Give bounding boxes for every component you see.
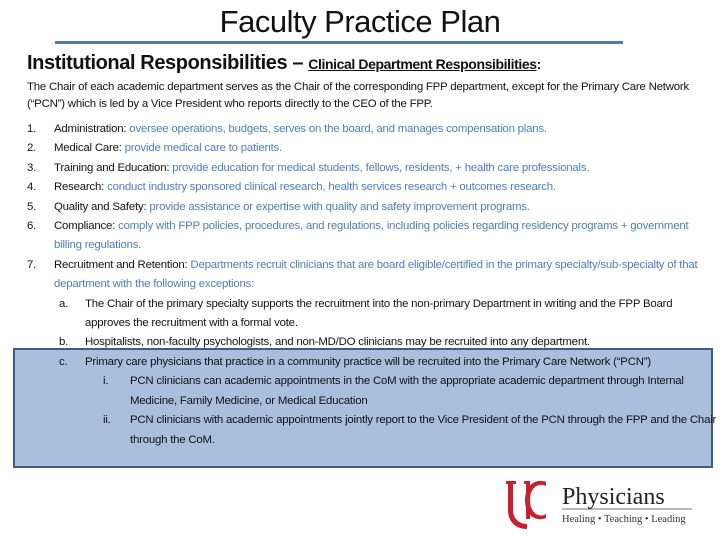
item-number: 3. [27,161,37,174]
page-title: Faculty Practice Plan [219,4,501,39]
item-number: 4. [27,181,37,194]
item-label: Research: [54,181,105,194]
list-item [27,139,717,158]
item-number: 7. [27,258,37,271]
item-text: Hospitalists, non-faculty psychologists, and non-MD/DO clinicians may be recruited into any department. [85,336,590,349]
item-text: comply with FPP policies, procedures, and regulations, including policies regarding residency programs + government billing regulations. [54,220,689,252]
item-label: Compliance: [54,220,116,233]
responsibility-list [27,120,717,450]
item-label: Training and Education: [54,161,170,174]
sub-exception-item [27,372,717,411]
uc-logo-mark-icon [500,478,700,533]
exception-item [27,295,717,334]
item-text: Primary care physicians that practice in a community practice will be recruited into the Primary Care Network (“PCN”) [85,355,651,368]
item-text: PCN clinicians can academic appointments in the CoM with the appropriate academic department through Internal Medicine, Family Medicine, or Medical Education [130,375,684,407]
list-item [27,120,717,139]
item-text: provide assistance or expertise with quality and safety improvement programs. [146,200,530,213]
heading-colon: : [536,56,541,72]
item-label: Administration: [54,123,127,135]
heading-underlined: Clinical Department Responsibilities [308,56,537,72]
logo-name: Physicians [562,484,665,510]
exception-item [27,353,717,372]
list-item [27,198,717,217]
item-text: PCN clinicians with academic appointments jointly report to the Vice President of the PCN through the FPP and the Chair through the CoM. [130,414,717,446]
item-number: c. [59,355,68,368]
item-number: ii. [103,414,111,427]
exception-item [27,333,717,352]
intro-paragraph: The Chair of each academic department serves as the Chair of the corresponding FPP department, except for the Primary Care Network (“PCN”) which is led by a Vice President who reports directly to the CEO of the FPP. [27,81,689,110]
heading-main: Institutional Responsibilities – [27,52,309,74]
item-text: oversee operations, budgets, serves on the board, and manages compensation plans. [126,123,547,135]
list-item [27,217,717,256]
list-item [27,159,717,178]
item-number: a. [59,297,69,310]
item-number: 2. [27,142,37,155]
item-text: conduct industry sponsored clinical research, health services research + outcomes research. [104,181,556,194]
item-number: 6. [27,220,37,233]
logo-tagline: Healing • Teaching • Leading [562,514,686,525]
item-label: Quality and Safety: [54,200,147,213]
item-number: 5. [27,200,37,213]
sub-exception-item [27,411,717,450]
list-item [27,178,717,197]
item-text: provide education for medical students, fellows, residents, + health care professionals. [169,161,590,174]
item-label: Recruitment and Retention: [54,258,188,271]
item-text: The Chair of the primary specialty supports the recruitment into the non-primary Department in writing and the FPP Board approves the recruitment with a formal vote. [85,297,673,330]
item-number: b. [59,336,69,349]
uc-physicians-logo [500,478,700,533]
title-divider [55,41,623,44]
item-number: 1. [27,123,37,135]
item-text: provide medical care to patients. [121,142,283,155]
item-label: Medical Care: [54,142,122,155]
section-heading [27,52,541,75]
item-number: i. [103,375,109,388]
list-item [27,256,717,295]
item-text: Departments recruit clinicians that are board eligible/certified in the primary specialty/sub-specialty of that department with the following exceptions: [54,258,698,291]
